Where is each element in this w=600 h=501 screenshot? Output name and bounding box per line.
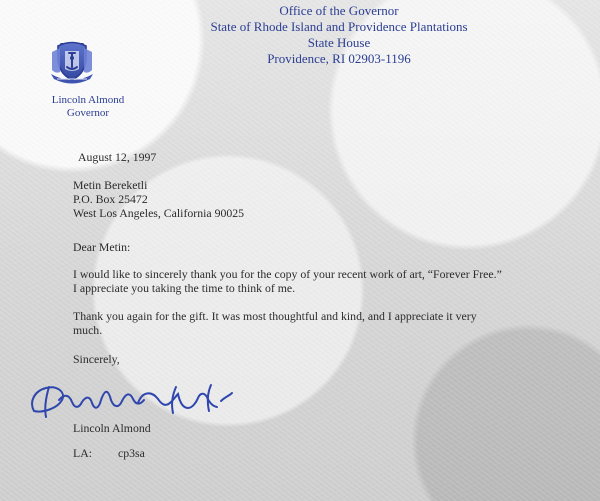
letter-date: August 12, 1997 — [78, 150, 157, 164]
state-seal — [42, 34, 102, 86]
seal-icon — [42, 34, 102, 86]
closing: Sincerely, — [73, 352, 120, 366]
salutation: Dear Metin: — [73, 240, 131, 254]
signature-mark — [26, 369, 236, 425]
recipient-name: Metin Bereketli — [73, 178, 148, 192]
office-block — [193, 3, 485, 67]
paragraph-thanks — [73, 267, 568, 295]
paragraph-gift — [73, 309, 568, 337]
recipient-po-box: P.O. Box 25472 — [73, 192, 148, 206]
letterhead — [0, 0, 600, 120]
office-line-2: State of Rhode Island and Providence Plantations — [210, 19, 468, 34]
paragraph-1-line-1: I would like to sincerely thank you for the copy of your recent work of art, “Forever Free.” — [73, 267, 502, 281]
governor-block — [28, 94, 148, 120]
recipient-city: West Los Angeles, California 90025 — [73, 206, 245, 220]
reference-initials-label: LA: — [73, 446, 93, 460]
reference-initials-value: cp3sa — [117, 446, 145, 460]
reference-initials — [73, 446, 145, 460]
recipient-address — [73, 178, 244, 220]
office-line-3: State House — [307, 35, 371, 50]
governor-name: Lincoln Almond — [51, 94, 125, 106]
office-line-1: Office of the Governor — [279, 3, 399, 18]
paragraph-2-line-1: Thank you again for the gift. It was most thoughtful and kind, and I appreciate it very — [73, 309, 477, 323]
signature — [26, 369, 236, 425]
office-line-4: Providence, RI 02903-1196 — [267, 51, 411, 66]
signer-name: Lincoln Almond — [73, 421, 151, 435]
paragraph-2-line-2: much. — [73, 323, 103, 337]
paragraph-1-line-2: I appreciate you taking the time to think of me. — [73, 281, 296, 295]
governor-title: Governor — [66, 107, 110, 119]
